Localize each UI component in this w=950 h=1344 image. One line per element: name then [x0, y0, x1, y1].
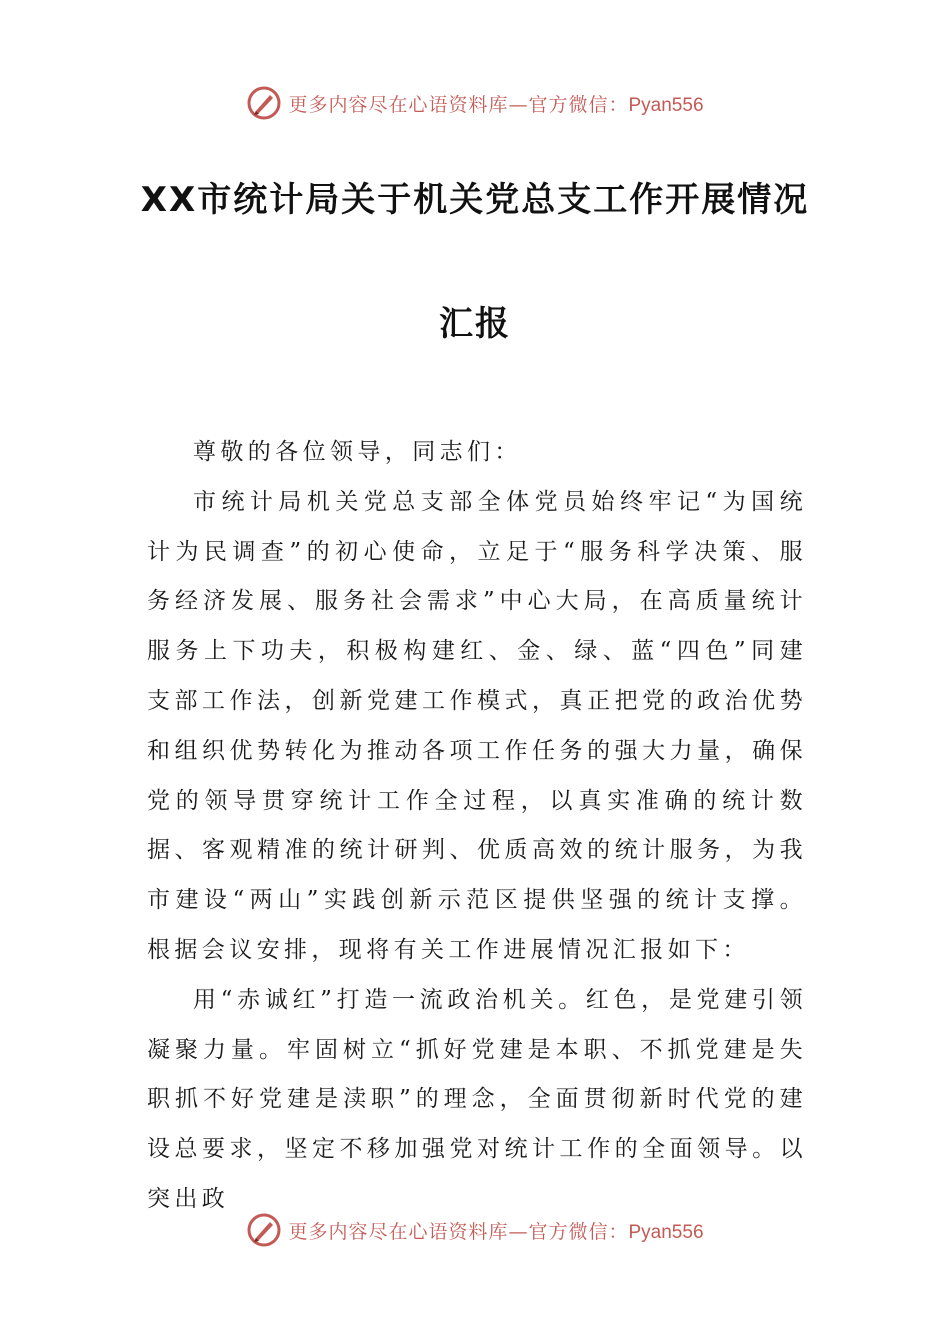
- paragraph-intro: 市统计局机关党总支部全体党员始终牢记“为国统计为民调查”的初心使命，立足于“服务科学决策、服务经济发展、服务社会需求”中心大局，在高质量统计服务上下功夫，积极构建红、金、绿、蓝“四色”同建支部工作法，创新党建工作模式，真正把党的政治优势和组织优势转化为推动各项工作任务的强大力量，确保党的领导贯穿统计工作全过程，以真实准确的统计数据、客观精准的统计研判、优质高效的统计服务，为我市建设“两山”实践创新示范区提供坚强的统计支撑。根据会议安排，现将有关工作进展情况汇报如下：: [147, 488, 807, 963]
- pen-logo-icon: [246, 1212, 282, 1248]
- watermark-header: [0, 78, 950, 128]
- watermark-code: Pyan556: [628, 1221, 704, 1243]
- paragraph-salutation: 尊敬的各位领导，同志们：: [193, 439, 522, 465]
- watermark-code: Pyan556: [628, 94, 704, 116]
- watermark-text: 更多内容尽在心语资料库—官方微信：: [288, 93, 629, 116]
- watermark-text: 更多内容尽在心语资料库—官方微信：: [288, 1220, 629, 1243]
- document-title-line-1: XX市统计局关于机关党总支工作开展情况: [140, 180, 810, 220]
- watermark-footer: [0, 1205, 950, 1255]
- pen-logo-icon: [246, 85, 282, 121]
- document-title-line-2: 汇报: [439, 304, 511, 344]
- document-body: [147, 428, 807, 1225]
- paragraph-red-section: 用“赤诚红”打造一流政治机关。红色，是党建引领凝聚力量。牢固树立“抓好党建是本职、不抓党建是失职抓不好党建是渎职”的理念，全面贯彻新时代党的建设总要求，坚定不移加强党对统计工作的全面领导。以突出政: [147, 986, 807, 1212]
